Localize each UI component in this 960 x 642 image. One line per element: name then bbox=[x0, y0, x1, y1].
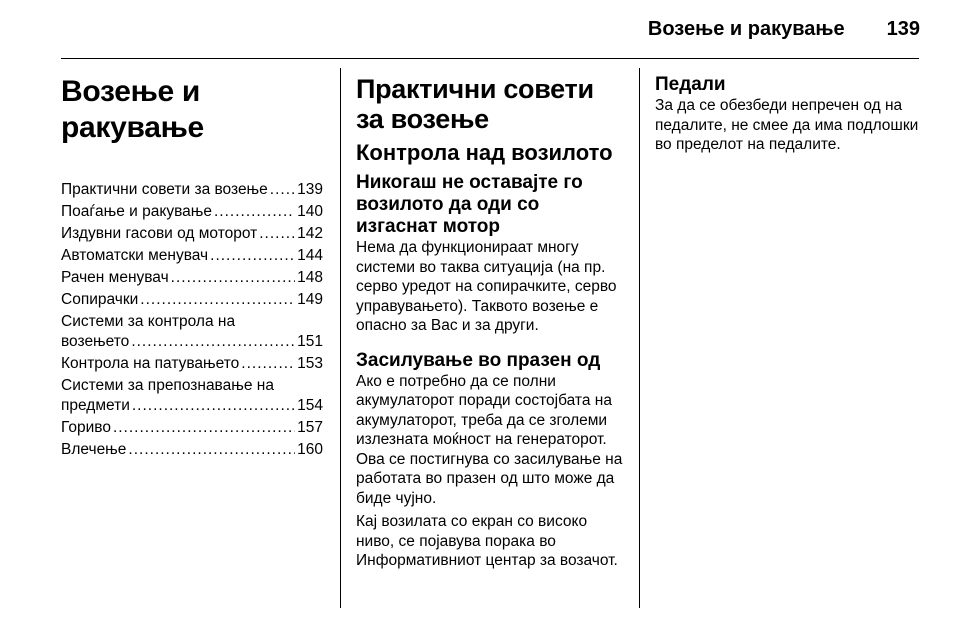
toc-entry bbox=[61, 312, 323, 352]
toc-entry-page: 151 bbox=[297, 333, 323, 350]
toc-entry-title: Сопирачки bbox=[61, 291, 139, 308]
toc-leader-dots bbox=[128, 440, 295, 460]
column-divider-2 bbox=[639, 68, 640, 608]
toc-entry-title-line: Системи за препознавање на bbox=[61, 377, 274, 394]
toc-entry bbox=[61, 202, 323, 222]
toc-leader-dots bbox=[270, 180, 295, 200]
toc-entry bbox=[61, 440, 323, 460]
toc-entry bbox=[61, 224, 323, 244]
toc-leader-dots bbox=[131, 332, 295, 352]
topic-text-engine-off: Нема да функционираат многу системи во таква ситуација (на пр. серво уредот на сопирачките, серво управувањето). Таквото возење е опасно за Вас и за други. bbox=[356, 239, 617, 334]
subsection-title: Контрола над возилото bbox=[356, 140, 613, 165]
toc-entry bbox=[61, 268, 323, 288]
topic-text-pedals: За да се обезбеди непречен од на педалите, не смее да има подлошки во пределот на педалите. bbox=[655, 97, 919, 153]
toc-entry-title: Поаѓање и ракување bbox=[61, 203, 212, 220]
section-title: Практични совети за возење bbox=[356, 74, 594, 134]
table-of-contents bbox=[61, 180, 323, 460]
toc-entry-title: Контрола на патувањето bbox=[61, 355, 240, 372]
toc-entry-page: 148 bbox=[297, 269, 323, 286]
column-2 bbox=[356, 74, 626, 575]
toc-entry-page: 149 bbox=[297, 291, 323, 308]
toc-entry-page: 153 bbox=[297, 355, 323, 372]
toc-leader-dots bbox=[214, 202, 295, 222]
toc-entry bbox=[61, 290, 323, 310]
toc-entry-title: Автоматски менувач bbox=[61, 247, 209, 264]
topic-title-idle-boost: Засилување во празен од bbox=[356, 349, 601, 371]
toc-entry-page: 142 bbox=[297, 225, 323, 242]
toc-entry-page: 140 bbox=[297, 203, 323, 220]
toc-leader-dots bbox=[241, 354, 295, 374]
toc-entry-title: возењето bbox=[61, 333, 130, 350]
toc-entry bbox=[61, 376, 323, 416]
header-rule bbox=[61, 58, 919, 59]
toc-entry-title: Рачен менувач bbox=[61, 269, 169, 286]
toc-entry bbox=[61, 246, 323, 266]
topic-title-pedals: Педали bbox=[655, 74, 726, 95]
toc-entry-page: 139 bbox=[297, 181, 323, 198]
toc-entry-page: 154 bbox=[297, 397, 323, 414]
toc-entry-title: Гориво bbox=[61, 419, 111, 436]
toc-entry-title: Влечење bbox=[61, 441, 127, 458]
toc-entry bbox=[61, 354, 323, 374]
topic-title-engine-off: Никогаш не оставајте го возилото да оди со изгаснат мотор bbox=[356, 172, 583, 237]
topic-text-idle-boost-2: Кај возилата со екран со високо ниво, се појавува порака во Информативниот центар за возачот. bbox=[356, 513, 618, 569]
page-number: 139 bbox=[886, 18, 920, 40]
toc-entry bbox=[61, 418, 323, 438]
toc-entry-title: Издувни гасови од моторот bbox=[61, 225, 258, 242]
running-header-title: Возење и ракување bbox=[647, 18, 845, 40]
toc-entry-title-line: Системи за контрола на bbox=[61, 313, 236, 330]
toc-entry-page: 144 bbox=[297, 247, 323, 264]
chapter-title: Возење и ракување bbox=[61, 75, 204, 144]
toc-entry bbox=[61, 180, 323, 200]
toc-leader-dots bbox=[171, 268, 295, 288]
toc-leader-dots bbox=[210, 246, 295, 266]
toc-entry-page: 160 bbox=[297, 441, 323, 458]
column-1 bbox=[61, 74, 323, 462]
column-divider-1 bbox=[340, 68, 341, 608]
toc-leader-dots bbox=[113, 418, 295, 438]
column-3 bbox=[655, 74, 920, 159]
toc-leader-dots bbox=[259, 224, 295, 244]
toc-leader-dots bbox=[132, 396, 295, 416]
toc-leader-dots bbox=[140, 290, 295, 310]
running-header bbox=[520, 18, 920, 41]
toc-entry-page: 157 bbox=[297, 419, 323, 436]
topic-text-idle-boost-1: Ако е потребно да се полни акумулаторот поради состојбата на акумулаторот, треба да се зголеми излезната моќност на генераторот. Ова се постигнува со засилување на работата во празен од што може да биде чујно. bbox=[356, 372, 623, 507]
toc-entry-title: предмети bbox=[61, 397, 130, 414]
toc-entry-title: Практични совети за возење bbox=[61, 181, 268, 198]
